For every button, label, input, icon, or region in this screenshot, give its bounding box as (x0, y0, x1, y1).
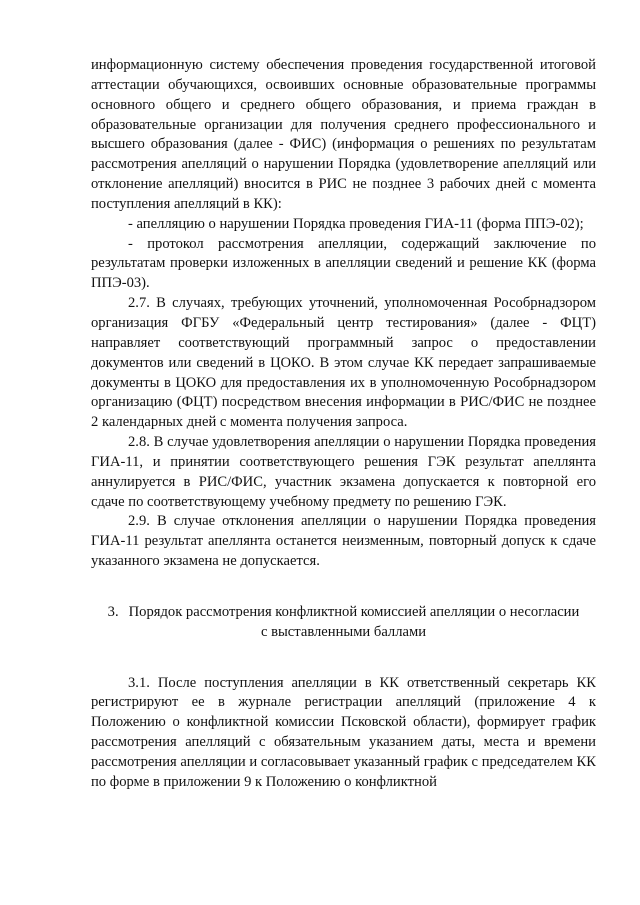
list-item-protocol-form: - протокол рассмотрения апелляции, содержащий заключение по результатам проверки изложенных в апелляции сведений и решение КК (форма ППЭ-03). (91, 235, 596, 292)
paragraph-2-7: 2.7. В случаях, требующих уточнений, уполномоченная Рособрнадзором организация ФГБУ «Федеральный центр тестирования» (далее - ФЦТ) направляет соответствующий программный запрос о предоставлении документов или сведений в ЦОКО. В этом случае КК передает запрашиваемые документы в ЦОКО для предоставления их в уполномоченную Рособрнадзором организацию (ФЦТ) посредством внесения информации в РИС/ФИС не позднее 2 календарных дней с момента получения запроса. (91, 295, 596, 431)
section-title-line2: с выставленными баллами (260, 623, 427, 640)
section-title-line1: Порядок рассмотрения конфликтной комиссией апелляции о несогласии (128, 603, 580, 620)
paragraph-2-9: 2.9. В случае отклонения апелляции о нарушении Порядка проведения ГИА-11 результат апеллянта останется неизменным, повторный допуск к сдаче указанного экзамена не допускается. (91, 513, 596, 570)
paragraph-3-1: 3.1. После поступления апелляции в КК ответственный секретарь КК регистрируют ее в журнале регистрации апелляций (приложение 4 к Положению о конфликтной комиссии Псковской области), формирует график рассмотрения апелляций с обязательным указанием даты, места и времени рассмотрения апелляции и согласовывает указанный график с председателем КК по форме в приложении 9 к Положению о конфликтной (91, 674, 596, 790)
list-item-appeal-form: - апелляцию о нарушении Порядка проведения ГИА-11 (форма ППЭ-02); (128, 215, 584, 232)
document-page (91, 56, 596, 793)
paragraph-fis-info: информационную систему обеспечения проведения государственной итоговой аттестации обучающихся, освоивших основные образовательные программы основного общего и среднего общего образования, и приема граждан в образовательные организации для получения среднего профессионального и высшего образования (далее - ФИС) (информация о решениях по результатам рассмотрения апелляций о нарушении Порядка (удовлетворение апелляций или отклонение апелляций) вносится в РИС не позднее 3 рабочих дней с момента поступления апелляций в КК): (91, 57, 596, 212)
section-heading-line1 (91, 603, 596, 623)
paragraph-2-8: 2.8. В случае удовлетворения апелляции о нарушении Порядка проведения ГИА-11, и принятии соответствующего решения ГЭК результат апеллянта аннулируется в РИС/ФИС, участник экзамена допускается к повторной его сдаче по соответствующему учебному предмету по решению ГЭК. (91, 434, 596, 510)
section-number: 3. (107, 603, 119, 620)
section-heading (91, 603, 596, 643)
